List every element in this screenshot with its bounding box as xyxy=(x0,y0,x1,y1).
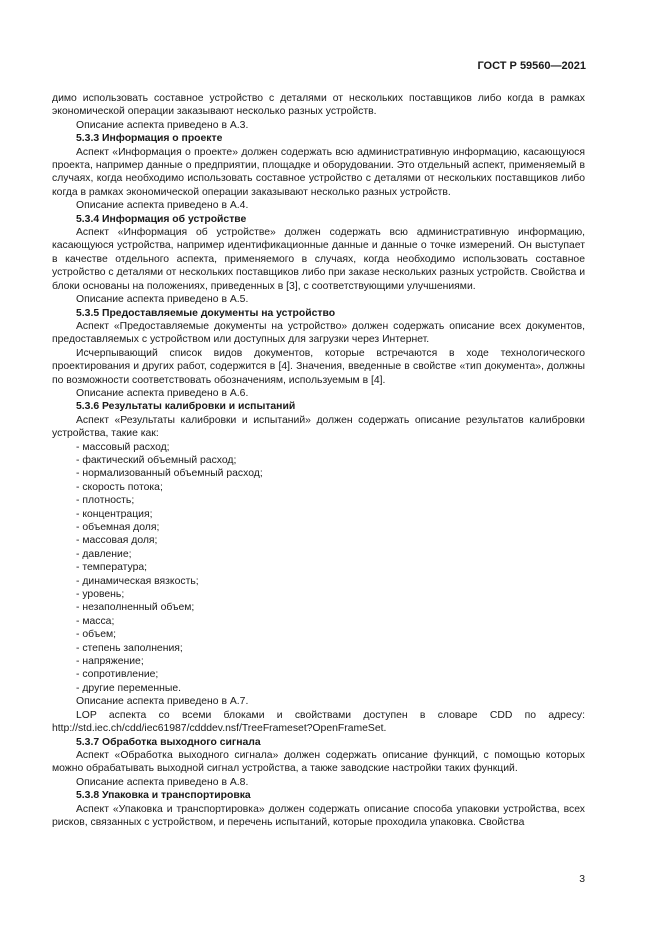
paragraph: Аспект «Информация об устройстве» должен содержать всю административную информацию, касающуюся устройства, например идентификационные данные и данные о точке измерений. Он выступает в качестве отдельного аспекта, применяемого в случаях, когда необходимо использовать составное устройство с деталями от нескольких поставщиков либо при заказе нескольких разных устройств. Свойства и блоки основаны на положениях, приведенных в [3], с соответствующими улучшениями. xyxy=(52,227,585,292)
list-item: - скорость потока; xyxy=(76,481,163,493)
list-item: - массовая доля; xyxy=(76,535,158,547)
list-item: - другие переменные. xyxy=(76,682,182,694)
aspect-description-ref: Описание аспекта приведено в А.6. xyxy=(76,387,249,399)
paragraph: Аспект «Результаты калибровки и испытаний» должен содержать описание результатов калибровки устройства, такие как: xyxy=(52,414,585,440)
paragraph: Аспект «Информация о проекте» должен содержать всю административную информацию, касающуюся проекта, например данные о предприятии, площадке и оборудовании. Это отдельный аспект, применяемый в случаях, когда необходимо использовать составное устройство с деталями от нескольких поставщиков либо когда в рамках экономической операции заказывают несколько разных устройств. xyxy=(52,146,585,198)
list-item: - температура; xyxy=(76,562,148,574)
paragraph: Аспект «Упаковка и транспортировка» должен содержать описание способа упаковки устройства, всех рисков, связанных с устройством, и перечень испытаний, которые проходила упаковка. Свойства xyxy=(52,803,585,828)
section-heading-5-3-4: 5.3.4 Информация об устройстве xyxy=(76,213,247,225)
paragraph: Исчерпывающий список видов документов, которые встречаются в ходе технологического проектирования и других работ, содержится в [4]. Значения, введенные в свойстве «тип документа», должны по возможности соответствовать обозначениям, используемым в [4]. xyxy=(52,347,585,386)
list-item: - нормализованный объемный расход; xyxy=(76,468,263,480)
list-item: - степень заполнения; xyxy=(76,642,183,654)
list-item: - масса; xyxy=(76,615,115,627)
list-item: - напряжение; xyxy=(76,656,144,668)
paragraph: Аспект «Обработка выходного сигнала» должен содержать описание функций, с помощью которых можно обрабатывать выходной сигнал устройства, а также заводские настройки таких функций. xyxy=(52,749,585,775)
list-item: - незаполненный объем; xyxy=(76,602,195,614)
body-text xyxy=(52,92,585,829)
aspect-description-ref: Описание аспекта приведено в А.7. xyxy=(76,696,249,708)
section-heading-5-3-5: 5.3.5 Предоставляемые документы на устройство xyxy=(76,307,336,319)
section-heading-5-3-3: 5.3.3 Информация о проекте xyxy=(76,133,223,145)
list-item: - динамическая вязкость; xyxy=(76,575,199,587)
document-id-header: ГОСТ Р 59560—2021 xyxy=(477,60,586,72)
page-number: 3 xyxy=(579,874,585,885)
aspect-description-ref: Описание аспекта приведено в А.8. xyxy=(76,776,249,788)
aspect-description-ref: Описание аспекта приведено в А.3. xyxy=(76,119,249,131)
aspect-description-ref: Описание аспекта приведено в А.5. xyxy=(76,294,249,306)
list-item: - давление; xyxy=(76,548,132,560)
measured-values-list xyxy=(52,441,585,696)
section-heading-5-3-7: 5.3.7 Обработка выходного сигнала xyxy=(76,736,261,748)
section-heading-5-3-6: 5.3.6 Результаты калибровки и испытаний xyxy=(76,401,296,413)
list-item: - объемная доля; xyxy=(76,522,160,533)
paragraph-cdd-link: LOP аспекта со всеми блоками и свойствами доступен в словаре CDD по адресу: http://std.iec.ch/cdd/iec61987/cdddev.nsf/TreeFrameset?OpenFrameSet. xyxy=(52,709,585,735)
aspect-description-ref: Описание аспекта приведено в А.4. xyxy=(76,200,249,212)
list-item: - фактический объемный расход; xyxy=(76,454,237,466)
list-item: - плотность; xyxy=(76,495,135,507)
section-heading-5-3-8: 5.3.8 Упаковка и транспортировка xyxy=(76,790,251,802)
list-item: - массовый расход; xyxy=(76,441,170,453)
list-item: - сопротивление; xyxy=(76,669,159,681)
paragraph: димо использовать составное устройство с деталями от нескольких поставщиков либо когда в рамках экономической операции заказывают несколько разных устройств. xyxy=(52,93,585,118)
list-item: - объем; xyxy=(76,629,117,641)
paragraph: Аспект «Предоставляемые документы на устройство» должен содержать описание всех документов, предоставляемых с устройством или доступных для загрузки через Интернет. xyxy=(52,320,585,346)
list-item: - концентрация; xyxy=(76,508,153,520)
list-item: - уровень; xyxy=(76,589,125,601)
